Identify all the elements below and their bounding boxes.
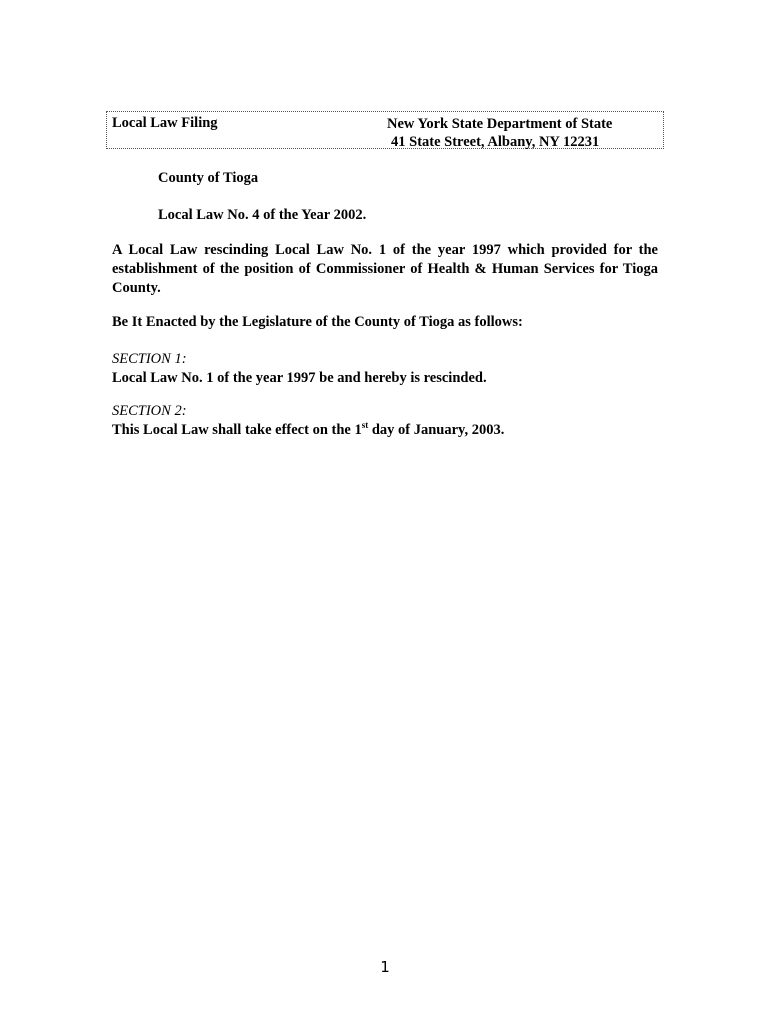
- law-title-paragraph: A Local Law rescinding Local Law No. 1 of the year 1997 which provided for the establishment of the position of Commissioner of Health & Human Services for Tioga County.: [112, 242, 658, 296]
- section-2: [112, 402, 658, 440]
- enactment-clause: Be It Enacted by the Legislature of the County of Tioga as follows:: [112, 314, 523, 330]
- section-2-text-after: day of January, 2003.: [368, 422, 505, 438]
- section-1-title: SECTION 1:: [112, 351, 187, 367]
- ordinal-suffix: st: [361, 420, 369, 430]
- section-1-text: Local Law No. 1 of the year 1997 be and hereby is rescinded.: [112, 370, 487, 386]
- section-2-text-before: This Local Law shall take effect on the 1: [112, 422, 362, 438]
- law-number: Local Law No. 4 of the Year 2002.: [158, 207, 367, 223]
- agency-name: New York State Department of State: [387, 116, 613, 132]
- agency-address: 41 State Street, Albany, NY 12231: [391, 134, 600, 150]
- section-2-text: [112, 421, 658, 440]
- county-name: County of Tioga: [158, 170, 259, 186]
- section-2-title: SECTION 2:: [112, 403, 187, 419]
- filing-header-box: [106, 111, 664, 149]
- agency-block: [387, 115, 612, 151]
- filing-label: Local Law Filing: [112, 115, 218, 131]
- page-number: 1: [380, 958, 390, 976]
- section-1: [112, 350, 658, 388]
